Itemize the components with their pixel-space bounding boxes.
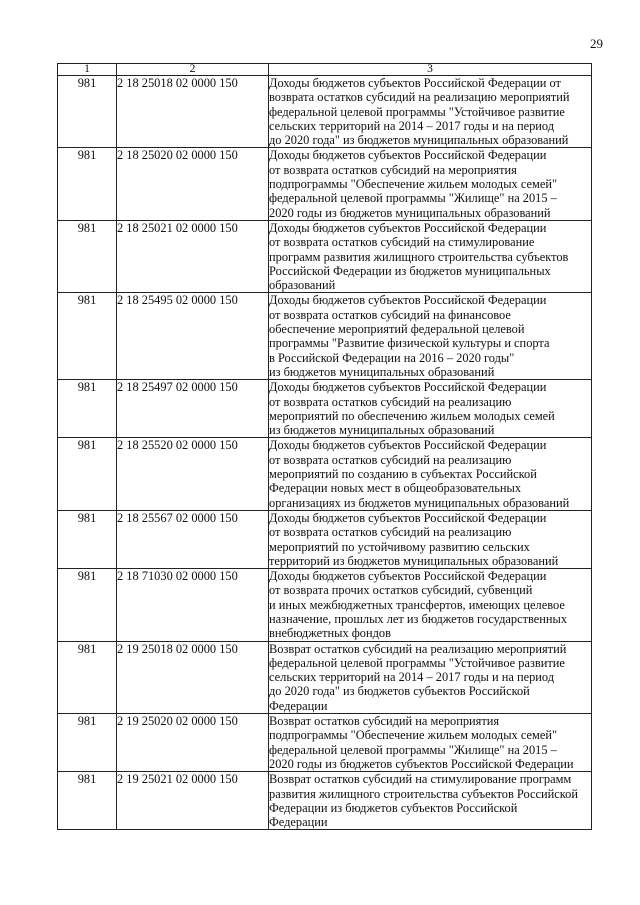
header-row [58,64,592,76]
budget-code-cell: 2 18 71030 02 0000 150 [117,569,269,641]
description-cell: Доходы бюджетов субъектов Российской Федерации от возврата остатков субсидий на реализацию мероприятий по созданию в субъектах Российской Федерации новых мест в общеобразовательных организациях из бюджетов муниципальных образований [269,438,592,510]
admin-code-cell: 981 [58,76,117,148]
budget-code-cell: 2 18 25495 02 0000 150 [117,293,269,380]
description-cell: Доходы бюджетов субъектов Российской Федерации от возврата остатков субсидий на стимулирование программ развития жилищного строительства субъектов Российской Федерации из бюджетов муниципальных образований [269,220,592,292]
table-row [58,714,592,772]
budget-code-cell: 2 19 25018 02 0000 150 [117,641,269,713]
description-cell: Доходы бюджетов субъектов Российской Федерации от возврата остатков субсидий на финансовое обеспечение мероприятий федеральной целевой программы "Развитие физической культуры и спорта в Российской Федерации на 2016 – 2020 годы" из бюджетов муниципальных образований [269,293,592,380]
admin-code-cell: 981 [58,220,117,292]
admin-code-cell: 981 [58,148,117,220]
table-row [58,641,592,713]
description-cell: Возврат остатков субсидий на стимулирование программ развития жилищного строительства субъектов Российской Федерации из бюджетов субъектов Российской Федерации [269,772,592,830]
table-row [58,220,592,292]
description-cell: Возврат остатков субсидий на реализацию мероприятий федеральной целевой программы "Устойчивое развитие сельских территорий на 2014 – 2017 годы и на период до 2020 года" из бюджетов субъектов Российской Федерации [269,641,592,713]
budget-code-cell: 2 19 25021 02 0000 150 [117,772,269,830]
table-row [58,76,592,148]
table-row [58,438,592,510]
table-header [58,64,592,76]
budget-code-cell: 2 18 25520 02 0000 150 [117,438,269,510]
budget-code-cell: 2 18 25020 02 0000 150 [117,148,269,220]
table-body [58,76,592,830]
admin-code-cell: 981 [58,772,117,830]
admin-code-cell: 981 [58,641,117,713]
description-cell: Доходы бюджетов субъектов Российской Федерации от возврата остатков субсидий на мероприятия подпрограммы "Обеспечение жильем молодых семей" федеральной целевой программы "Жилище" на 2015 – 2020 годы из бюджетов муниципальных образований [269,148,592,220]
budget-code-cell: 2 18 25021 02 0000 150 [117,220,269,292]
description-cell: Возврат остатков субсидий на мероприятия подпрограммы "Обеспечение жильем молодых семей" федеральной целевой программы "Жилище" на 2015 – 2020 годы из бюджетов субъектов Российской Федерации [269,714,592,772]
budget-code-cell: 2 18 25567 02 0000 150 [117,510,269,568]
admin-code-cell: 981 [58,569,117,641]
table-row [58,148,592,220]
page-number: 29 [590,36,603,51]
admin-code-cell: 981 [58,438,117,510]
column-header-2: 2 [117,64,269,76]
table-row [58,380,592,438]
revenue-codes-table [57,63,592,830]
admin-code-cell: 981 [58,714,117,772]
column-header-3: 3 [269,64,592,76]
admin-code-cell: 981 [58,380,117,438]
admin-code-cell: 981 [58,510,117,568]
admin-code-cell: 981 [58,293,117,380]
description-cell: Доходы бюджетов субъектов Российской Федерации от возврата прочих остатков субсидий, субвенций и иных межбюджетных трансфертов, имеющих целевое назначение, прошлых лет из бюджетов государственных внебюджетных фондов [269,569,592,641]
description-cell: Доходы бюджетов субъектов Российской Федерации от возврата остатков субсидий на реализацию мероприятий федеральной целевой программы "Устойчивое развитие сельских территорий на 2014 – 2017 годы и на период до 2020 года" из бюджетов муниципальных образований [269,76,592,148]
budget-code-cell: 2 18 25018 02 0000 150 [117,76,269,148]
column-header-1: 1 [58,64,117,76]
budget-code-cell: 2 19 25020 02 0000 150 [117,714,269,772]
table-row [58,772,592,830]
description-cell: Доходы бюджетов субъектов Российской Федерации от возврата остатков субсидий на реализацию мероприятий по устойчивому развитию сельских территорий из бюджетов муниципальных образований [269,510,592,568]
budget-code-cell: 2 18 25497 02 0000 150 [117,380,269,438]
description-cell: Доходы бюджетов субъектов Российской Федерации от возврата остатков субсидий на реализацию мероприятий по обеспечению жильем молодых семей из бюджетов муниципальных образований [269,380,592,438]
table-row [58,293,592,380]
table-row [58,569,592,641]
table-row [58,510,592,568]
